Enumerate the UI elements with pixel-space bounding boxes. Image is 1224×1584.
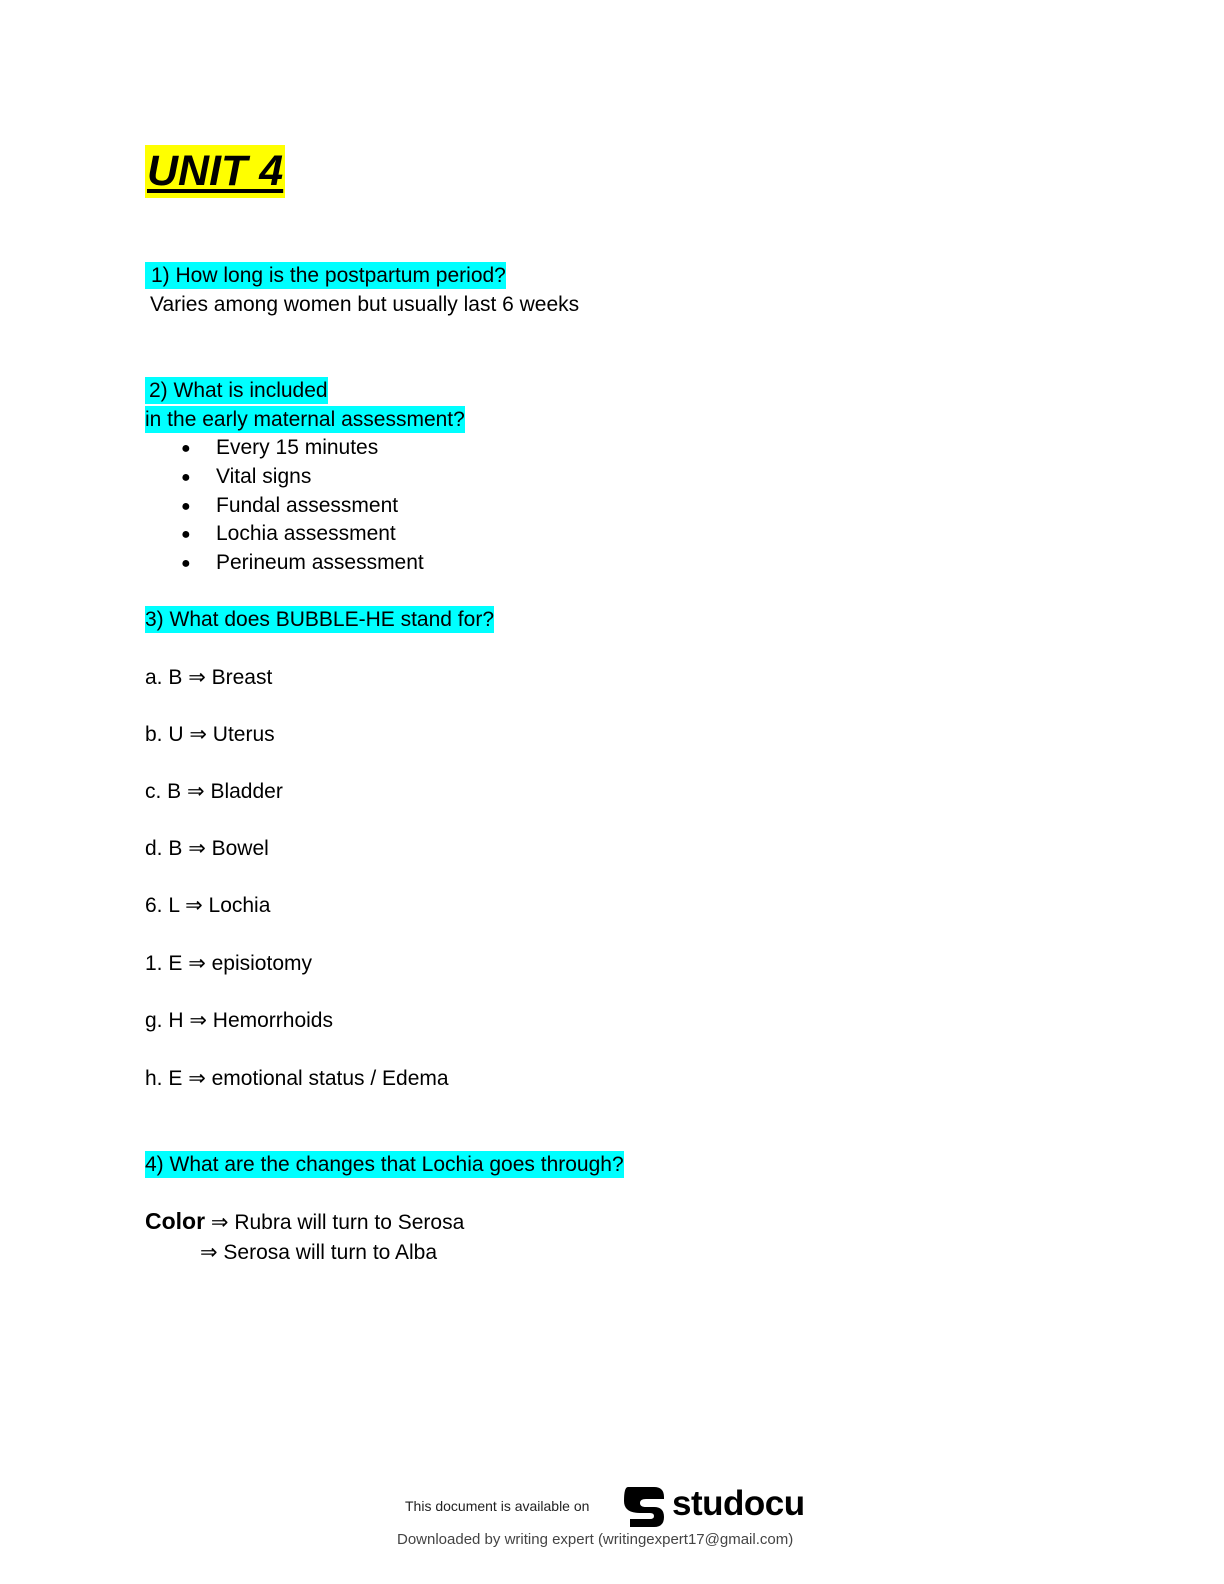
footer-download-info: Downloaded by writing expert (writingexpert17@gmail.com) <box>397 1531 794 1548</box>
color-label: Color <box>145 1208 206 1234</box>
question-3: 3) What does BUBBLE-HE stand for? <box>145 608 494 631</box>
bullet-icon: ● <box>181 555 191 572</box>
mnemonic-item: d. B ⇒ Bowel <box>145 837 269 860</box>
lochia-change-1: ⇒ Rubra will turn to Serosa <box>205 1211 465 1234</box>
list-item: Perineum assessment <box>216 551 424 574</box>
answer-1: Varies among women but usually last 6 weeks <box>150 293 580 316</box>
lochia-change-2: ⇒ Serosa will turn to Alba <box>200 1241 438 1264</box>
question-2-line-2: in the early maternal assessment? <box>145 408 465 431</box>
mnemonic-item: b. U ⇒ Uterus <box>145 723 275 746</box>
bullet-icon: ● <box>181 440 191 457</box>
studocu-logo-icon <box>620 1481 668 1529</box>
bullet-icon: ● <box>181 498 191 515</box>
mnemonic-item: a. B ⇒ Breast <box>145 666 273 689</box>
question-2-line-1: 2) What is included <box>145 377 328 404</box>
lochia-color-line <box>145 1208 464 1236</box>
mnemonic-item: g. H ⇒ Hemorrhoids <box>145 1009 333 1032</box>
bullet-icon: ● <box>181 469 191 486</box>
mnemonic-item: h. E ⇒ emotional status / Edema <box>145 1067 449 1090</box>
question-1: 1) How long is the postpartum period? <box>145 262 506 289</box>
page-title: UNIT 4 <box>145 145 285 198</box>
mnemonic-item: 6. L ⇒ Lochia <box>145 894 271 917</box>
footer-availability: This document is available on <box>405 1498 590 1514</box>
list-item: Vital signs <box>216 465 312 488</box>
list-item: Fundal assessment <box>216 494 399 517</box>
list-item: Every 15 minutes <box>216 436 379 459</box>
studocu-brand[interactable]: studocu <box>672 1484 805 1523</box>
mnemonic-item: 1. E ⇒ episiotomy <box>145 952 312 975</box>
question-4: 4) What are the changes that Lochia goes through? <box>145 1153 624 1176</box>
list-item: Lochia assessment <box>216 522 396 545</box>
mnemonic-item: c. B ⇒ Bladder <box>145 780 283 803</box>
bullet-icon: ● <box>181 526 191 543</box>
